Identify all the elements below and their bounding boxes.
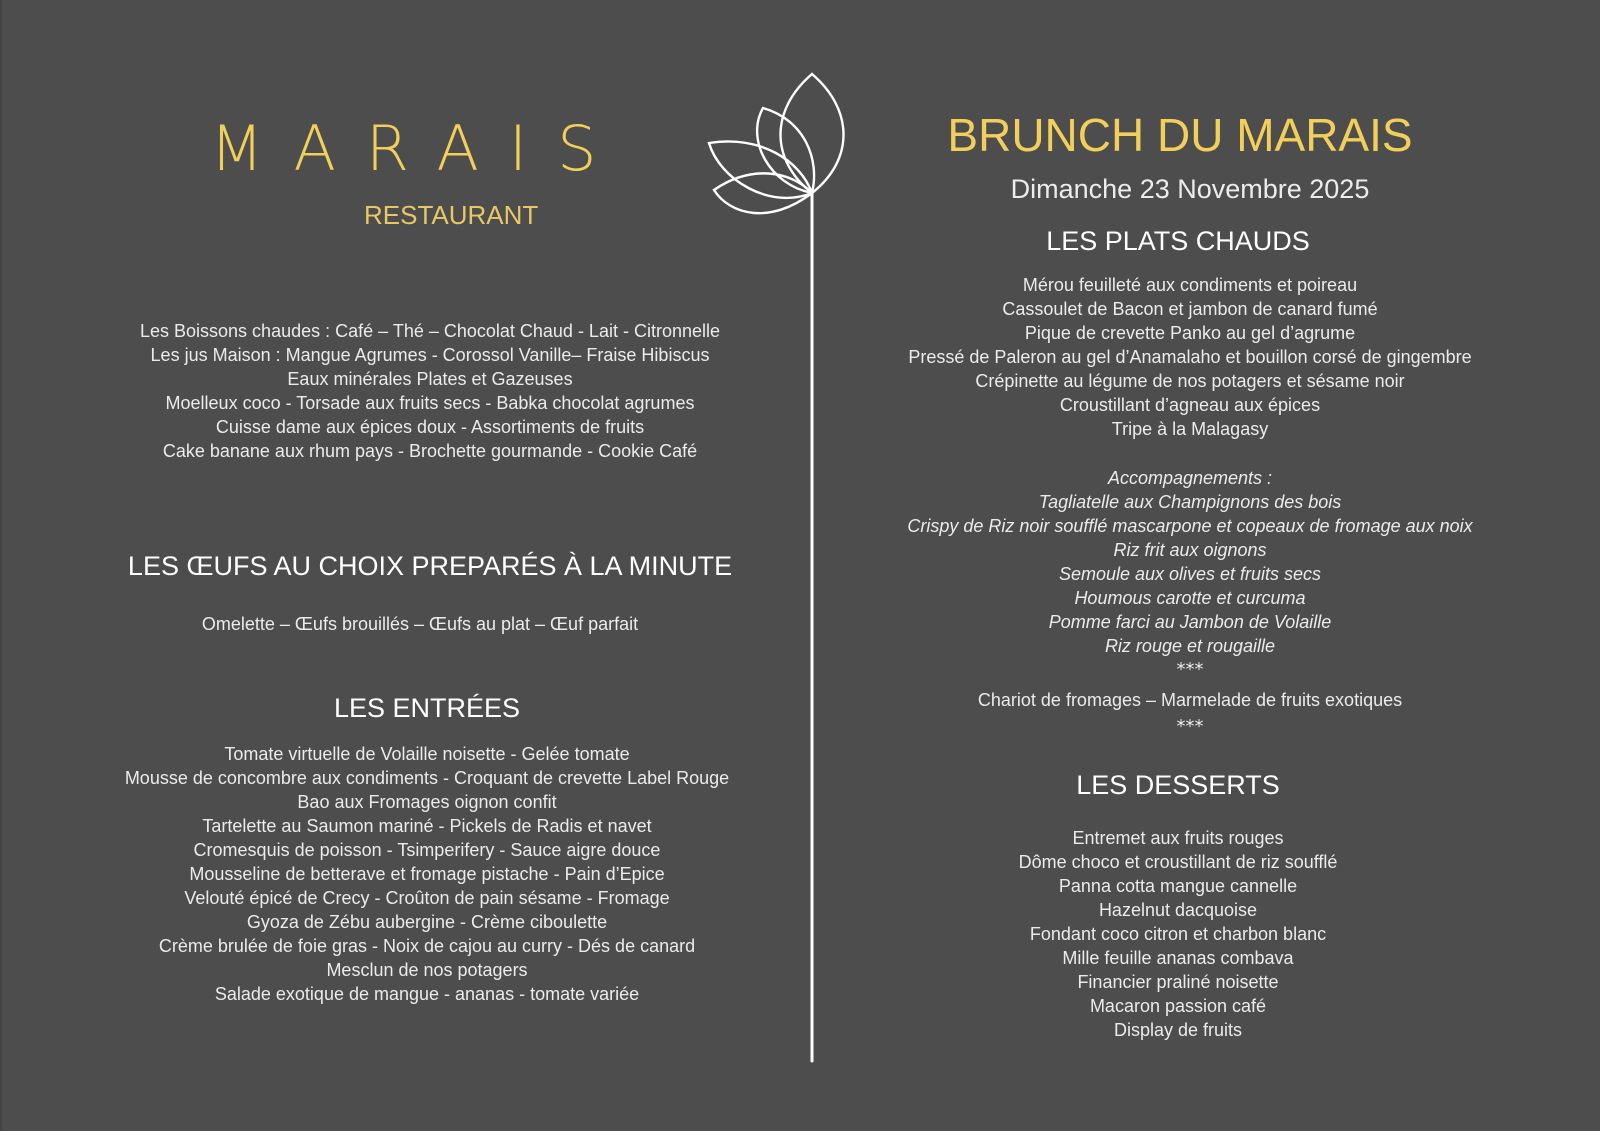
list-item: Pique de crevette Panko au gel d’agrume bbox=[1024, 323, 1356, 343]
list-item: Pomme farci au Jambon de Volaille bbox=[1048, 612, 1332, 632]
list-item: Croustillant d’agneau aux épices bbox=[1059, 395, 1321, 415]
accompagnements-title: Accompagnements : bbox=[1107, 468, 1273, 488]
list-item: Mille feuille ananas combava bbox=[1062, 948, 1294, 968]
list-item: Eaux minérales Plates et Gazeuses bbox=[287, 369, 573, 389]
entrees-title: LES ENTRÉES bbox=[333, 693, 521, 723]
brand-subtitle: RESTAURANT bbox=[364, 200, 539, 230]
brand-name: MARAIS bbox=[210, 112, 627, 185]
list-item: Crème brulée de foie gras - Noix de cajou au curry - Dés de canard bbox=[158, 936, 696, 956]
list-item: Display de fruits bbox=[1113, 1020, 1243, 1040]
plats-chauds-title: LES PLATS CHAUDS bbox=[1046, 226, 1310, 256]
list-item: Les jus Maison : Mangue Agrumes - Corossol Vanille– Fraise Hibiscus bbox=[150, 345, 710, 365]
list-item: Panna cotta mangue cannelle bbox=[1058, 876, 1298, 896]
list-item: Entremet aux fruits rouges bbox=[1072, 828, 1284, 848]
list-item: Riz frit aux oignons bbox=[1113, 540, 1267, 560]
list-item: Tomate virtuelle de Volaille noisette - Gelée tomate bbox=[224, 744, 630, 764]
list-item: Gyoza de Zébu aubergine - Crème ciboulette bbox=[246, 912, 608, 932]
list-item: Dôme choco et croustillant de riz soufflé bbox=[1018, 852, 1338, 872]
list-item: Fondant coco citron et charbon blanc bbox=[1029, 924, 1327, 944]
brunch-date: Dimanche 23 Novembre 2025 bbox=[1010, 174, 1370, 204]
list-item: Salade exotique de mangue - ananas - tomate variée bbox=[214, 984, 640, 1004]
list-item: Pressé de Paleron au gel d’Anamalaho et bouillon corsé de gingembre bbox=[908, 347, 1472, 367]
list-item: Mousse de concombre aux condiments - Croquant de crevette Label Rouge bbox=[124, 768, 730, 788]
list-item: Velouté épicé de Crecy - Croûton de pain sésame - Fromage bbox=[184, 888, 670, 908]
brunch-title: BRUNCH DU MARAIS bbox=[947, 109, 1413, 161]
list-item: Mousseline de betterave et fromage pistache - Pain d’Epice bbox=[189, 864, 665, 884]
list-item: Houmous carotte et curcuma bbox=[1074, 588, 1306, 608]
list-item: Cromesquis de poisson - Tsimperifery - Sauce aigre douce bbox=[193, 840, 661, 860]
list-item: Crépinette au légume de nos potagers et sésame noir bbox=[975, 371, 1405, 391]
list-item: Hazelnut dacquoise bbox=[1098, 900, 1258, 920]
list-item: Mérou feuilleté aux condiments et poireau bbox=[1022, 275, 1358, 295]
eggs-title: LES ŒUFS AU CHOIX PREPARÉS À LA MINUTE bbox=[127, 551, 733, 581]
list-item: Riz rouge et rougaille bbox=[1104, 636, 1276, 656]
list-item: Cassoulet de Bacon et jambon de canard fumé bbox=[1002, 299, 1378, 319]
separator: *** bbox=[1176, 716, 1204, 737]
plats-chauds-list bbox=[870, 273, 1510, 441]
list-item: Crispy de Riz noir soufflé mascarpone et copeaux de fromage aux noix bbox=[907, 516, 1473, 536]
list-item: Tripe à la Malagasy bbox=[1111, 419, 1269, 439]
list-item: Omelette – Œufs brouillés – Œufs au plat – Œuf parfait bbox=[201, 614, 639, 634]
list-item: Chariot de fromages – Marmelade de fruits exotiques bbox=[977, 690, 1403, 710]
list-item: Cake banane aux rhum pays - Brochette gourmande - Cookie Café bbox=[162, 441, 698, 461]
list-item: Moelleux coco - Torsade aux fruits secs - Babka chocolat agrumes bbox=[165, 393, 695, 413]
separator: *** bbox=[1176, 659, 1204, 680]
list-item: Macaron passion café bbox=[1089, 996, 1267, 1016]
accompagnements-list bbox=[870, 466, 1510, 658]
fromages-line bbox=[870, 688, 1510, 712]
list-item: Cuisse dame aux épices doux - Assortiments de fruits bbox=[215, 417, 645, 437]
list-item: Les Boissons chaudes : Café – Thé – Chocolat Chaud - Lait - Citronnelle bbox=[140, 321, 720, 341]
list-item: Mesclun de nos potagers bbox=[326, 960, 528, 980]
list-item: Tartelette au Saumon mariné - Pickels de Radis et navet bbox=[202, 816, 652, 836]
list-item: Bao aux Fromages oignon confit bbox=[297, 792, 557, 812]
list-item: Tagliatelle aux Champignons des bois bbox=[1038, 492, 1342, 512]
desserts-list bbox=[858, 826, 1498, 1042]
list-item: Financier praliné noisette bbox=[1077, 972, 1279, 992]
desserts-title: LES DESSERTS bbox=[1076, 770, 1280, 800]
list-item: Semoule aux olives et fruits secs bbox=[1058, 564, 1322, 584]
